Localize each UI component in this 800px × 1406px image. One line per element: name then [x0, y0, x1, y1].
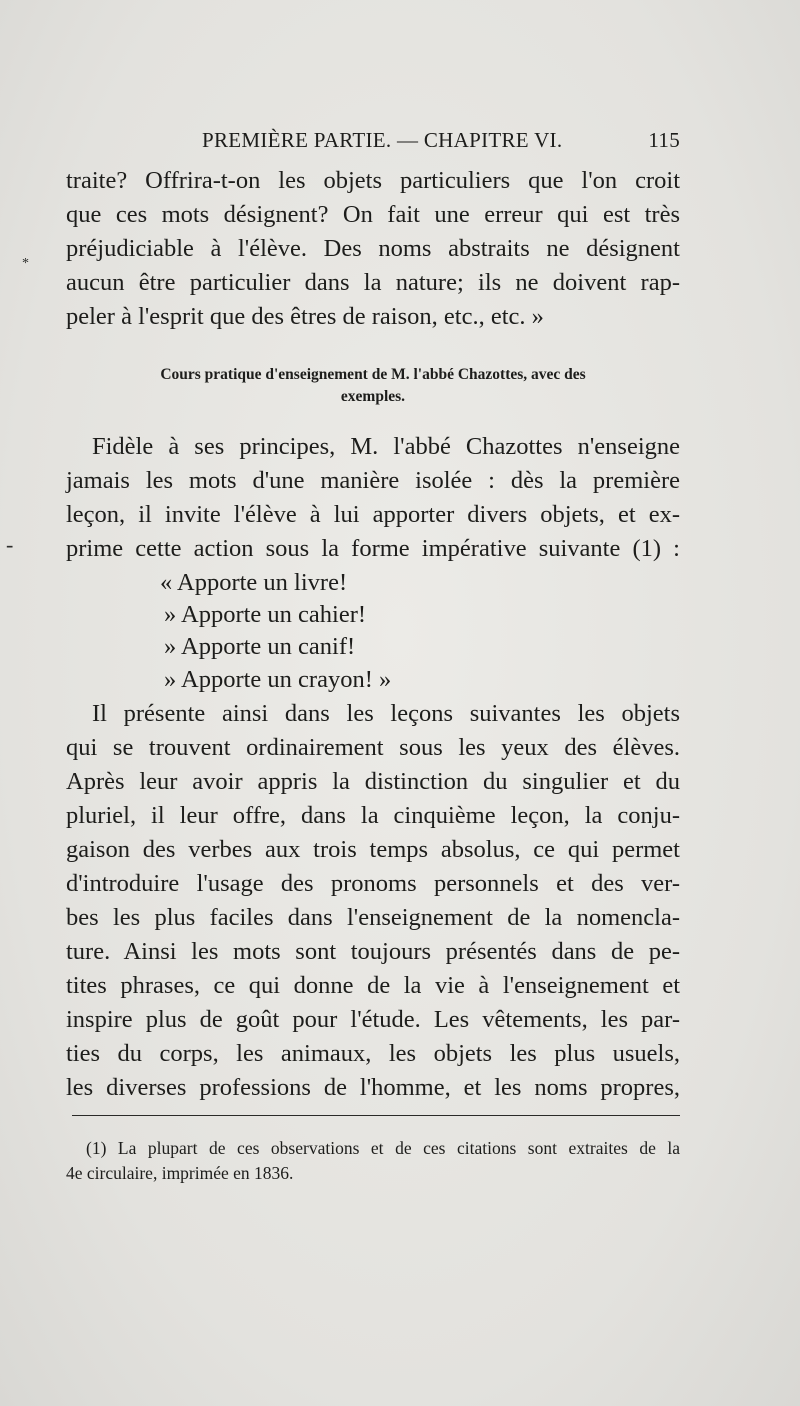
text-line: qui se trouvent ordinairement sous les yeux des élèves. [66, 734, 680, 761]
text-line: peler à l'esprit que des êtres de raison, etc., etc. » [66, 303, 544, 330]
text-line: que ces mots désignent? On fait une erreur qui est très [66, 201, 680, 228]
text-line: jamais les mots d'une manière isolée : dès la première [66, 467, 680, 494]
text-line: d'introduire l'usage des pronoms personnels et des ver- [66, 870, 680, 897]
section-heading-line: exemples. [340, 388, 406, 405]
text-line: inspire plus de goût pour l'étude. Les vêtements, les par- [66, 1006, 680, 1033]
example-line: » Apporte un cahier! [164, 601, 367, 628]
example-line: » Apporte un canif! [164, 633, 356, 660]
footnote-line: 4e circulaire, imprimée en 1836. [66, 1163, 294, 1183]
text-line: prime cette action sous la forme impérative suivante (1) : [66, 535, 680, 562]
text-line: ture. Ainsi les mots sont toujours présentés dans de pe- [66, 938, 680, 965]
text-line: préjudiciable à l'élève. Des noms abstraits ne désignent [66, 235, 680, 262]
text-line: Fidèle à ses principes, M. l'abbé Chazottes n'enseigne [92, 433, 680, 460]
text-line: tites phrases, ce qui donne de la vie à l'enseignement et [66, 972, 680, 999]
margin-speck: * [22, 256, 29, 271]
section-heading [66, 364, 680, 408]
text-line: aucun être particulier dans la nature; ils ne doivent rap- [66, 269, 680, 296]
footnote-line: (1) La plupart de ces observations et de ces citations sont extraites de la [86, 1138, 680, 1158]
text-line: traite? Offrira-t-on les objets particuliers que l'on croit [66, 167, 680, 194]
text-line: leçon, il invite l'élève à lui apporter divers objets, et ex- [66, 501, 680, 528]
running-title: PREMIÈRE PARTIE. — CHAPITRE VI. [202, 128, 563, 152]
text-line: pluriel, il leur offre, dans la cinquième leçon, la conju- [66, 802, 680, 829]
text-line: bes les plus faciles dans l'enseignement de la nomencla- [66, 904, 680, 931]
margin-dash: - [6, 532, 14, 557]
example-line: » Apporte un crayon! » [164, 666, 392, 693]
text-line: les diverses professions de l'homme, et les noms propres, [66, 1074, 680, 1101]
text-line: Après leur avoir appris la distinction du singulier et du [66, 768, 680, 795]
section-heading-line: Cours pratique d'enseignement de M. l'abbé Chazottes, avec des [160, 366, 586, 383]
text-line: gaison des verbes aux trois temps absolus, ce qui permet [66, 836, 680, 863]
text-line: Il présente ainsi dans les leçons suivantes les objets [92, 700, 680, 727]
text-line: ties du corps, les animaux, les objets les plus usuels, [66, 1040, 680, 1067]
example-line: « Apporte un livre! [160, 569, 348, 596]
running-header [66, 128, 680, 158]
footnote-rule [72, 1115, 680, 1116]
page-number: 115 [648, 128, 680, 152]
